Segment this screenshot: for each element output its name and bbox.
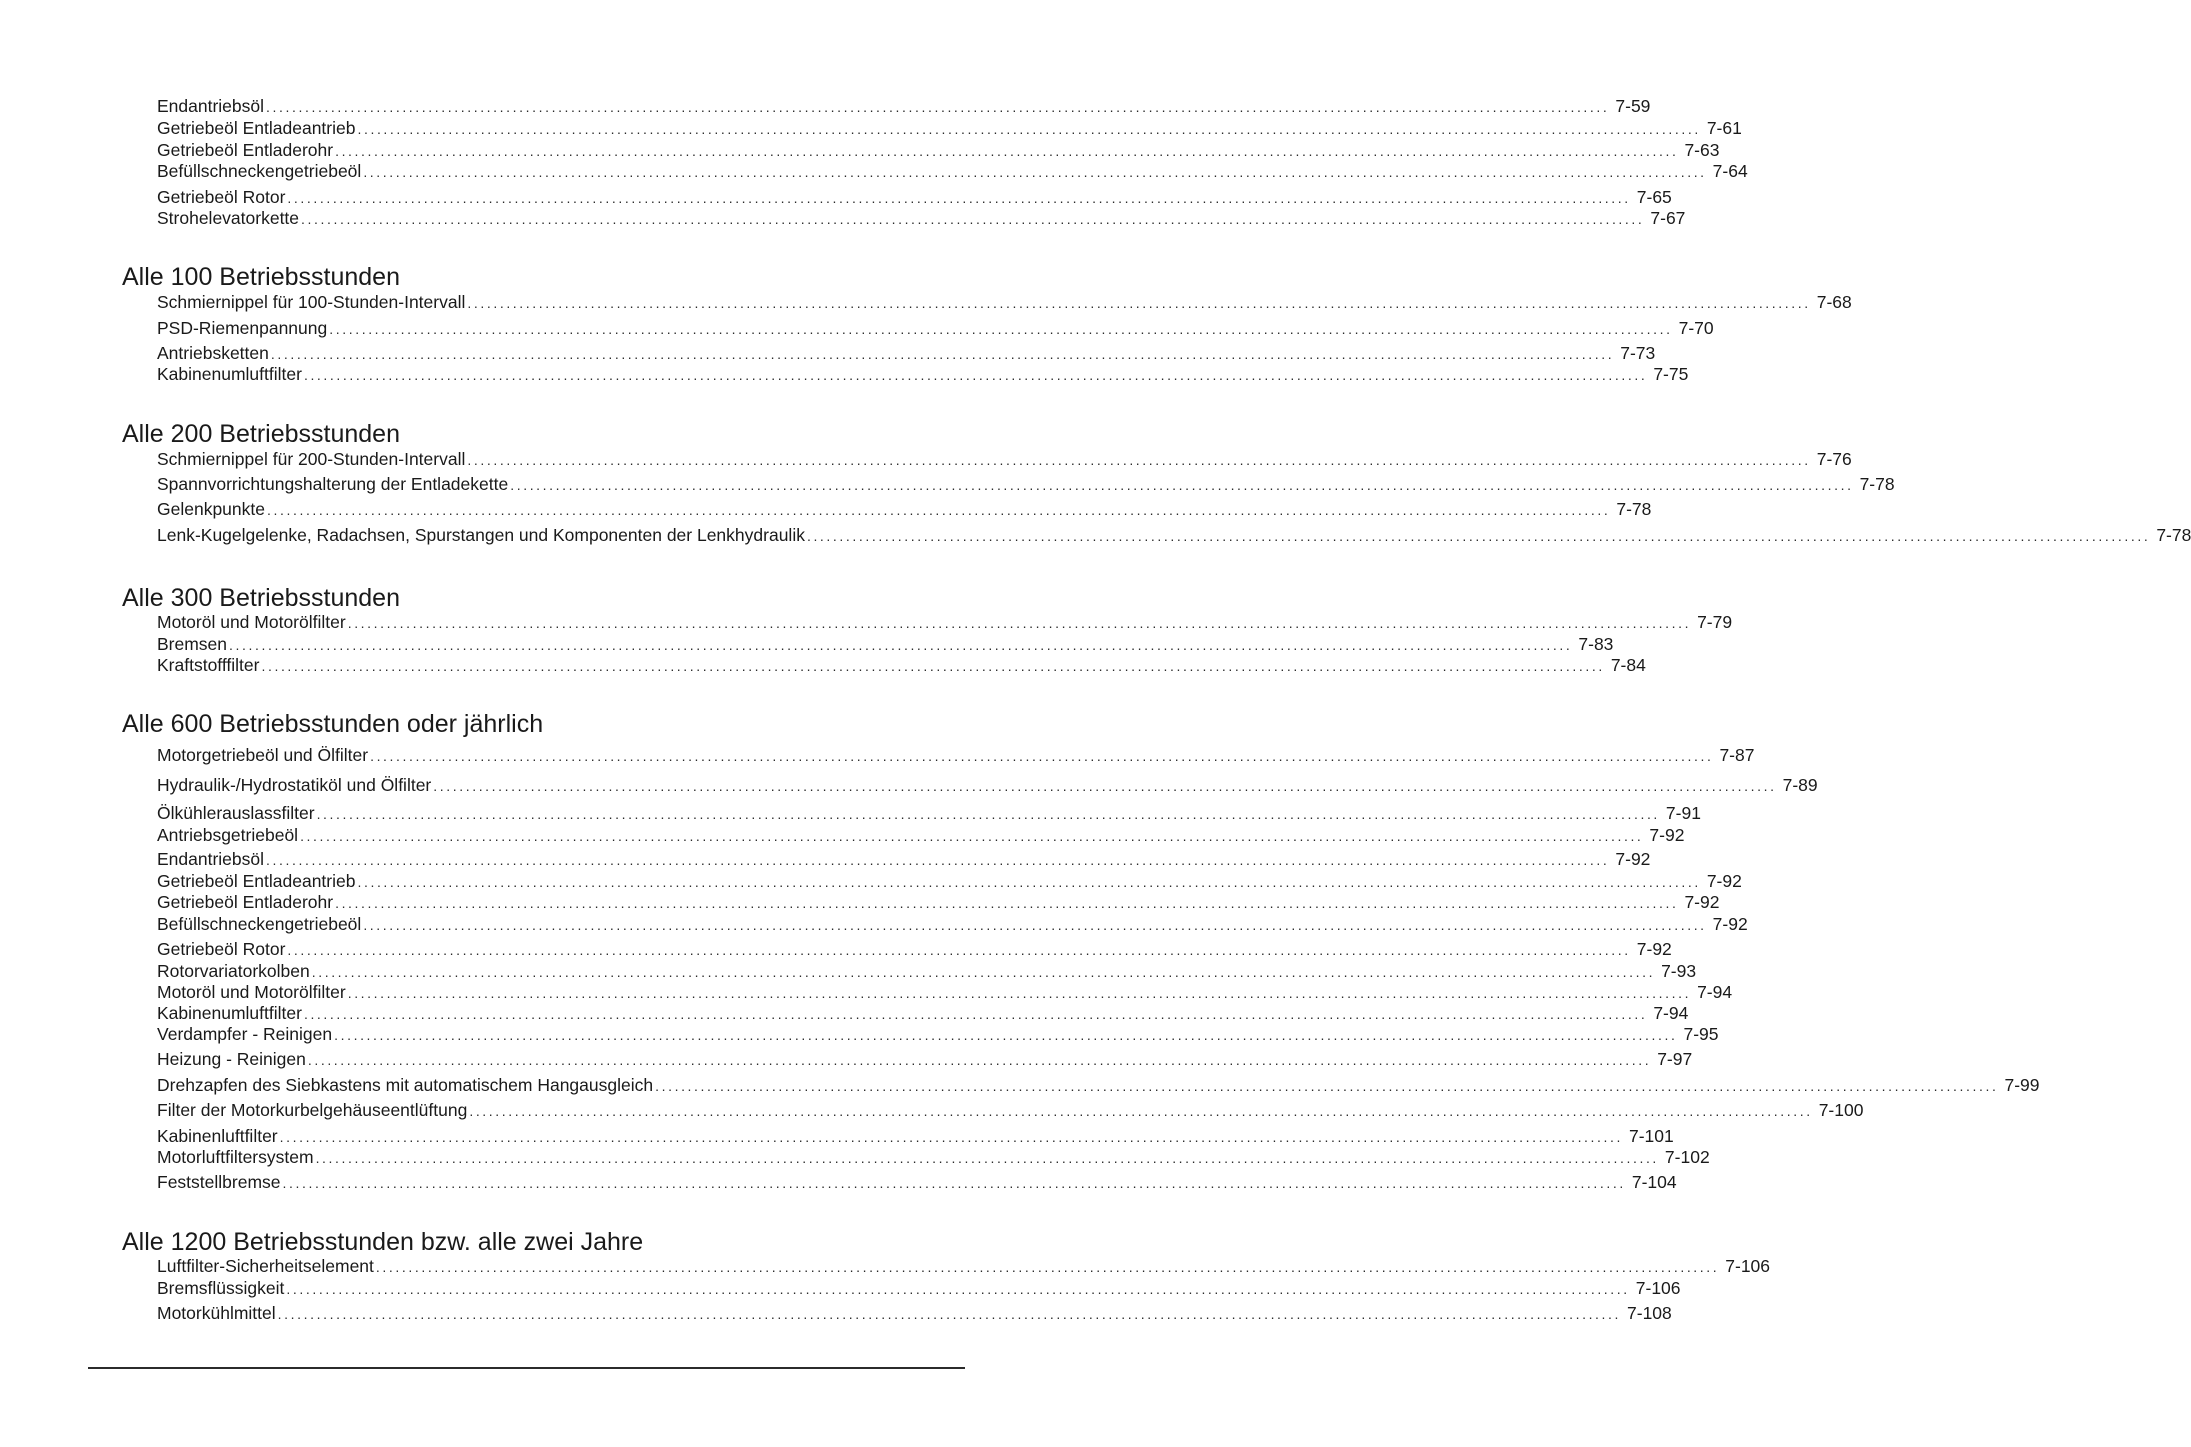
toc-entry-title: Getriebeöl Rotor — [157, 939, 286, 959]
toc-entry-page: 7-106 — [1725, 1256, 1771, 1276]
dot-leader: ............................................................................................................................................................................................................... — [307, 1052, 1652, 1068]
toc-entry[interactable] — [157, 913, 1748, 935]
toc-entry-page: 7-93 — [1661, 961, 1697, 981]
dot-leader: ............................................................................................................................................................................................................... — [311, 964, 1656, 980]
toc-entry-title: Filter der Motorkurbelgehäuseentlüftung — [157, 1100, 468, 1120]
toc-entry-page: 7-70 — [1678, 318, 1714, 338]
toc-entry[interactable] — [157, 291, 1852, 313]
toc-entry-title: Verdampfer - Reinigen — [157, 1024, 333, 1044]
toc-entry-page: 7-100 — [1818, 1100, 1864, 1120]
toc-entry-title: Spannvorrichtungshalterung der Entladekette — [157, 474, 509, 494]
toc-entry-page: 7-63 — [1684, 140, 1720, 160]
dot-leader: ............................................................................................................................................................................................................... — [301, 211, 1645, 227]
dot-leader: ............................................................................................................................................................................................................... — [347, 615, 1692, 631]
toc-entry[interactable] — [157, 1125, 1674, 1147]
toc-entry-title: Motorgetriebeöl und Ölfilter — [157, 745, 369, 765]
dot-leader: ............................................................................................................................................................................................................... — [261, 658, 1605, 674]
dot-leader: ............................................................................................................................................................................................................... — [469, 1103, 1813, 1119]
dot-leader: ............................................................................................................................................................................................................... — [267, 502, 1611, 518]
toc-entry-page: 7-106 — [1635, 1278, 1681, 1298]
toc-entry-page: 7-92 — [1712, 914, 1748, 934]
toc-entry-page: 7-104 — [1631, 1172, 1677, 1192]
toc-entry[interactable] — [157, 342, 1656, 364]
dot-leader: ............................................................................................................................................................................................................... — [287, 190, 1631, 206]
toc-entry-title: Heizung - Reinigen — [157, 1049, 306, 1069]
dot-leader: ............................................................................................................................................................................................................... — [357, 121, 1701, 137]
toc-entry-title: Lenk-Kugelgelenke, Radachsen, Spurstangen und Komponenten der Lenkhydraulik — [157, 525, 805, 545]
toc-entry-title: Befüllschneckengetriebeöl — [157, 914, 362, 934]
toc-entry[interactable] — [157, 524, 2191, 546]
dot-leader: ............................................................................................................................................................................................................... — [467, 295, 1811, 311]
toc-entry[interactable] — [157, 981, 1733, 1003]
toc-entry-title: Motorkühlmittel — [157, 1303, 276, 1323]
toc-entry-page: 7-92 — [1684, 892, 1720, 912]
dot-leader: ............................................................................................................................................................................................................... — [266, 99, 1610, 115]
toc-entry-page: 7-89 — [1782, 775, 1818, 795]
toc-entry-page: 7-102 — [1664, 1147, 1710, 1167]
toc-entry-title: Luftfilter-Sicherheitselement — [157, 1256, 374, 1276]
toc-entry-title: Kraftstofffilter — [157, 655, 260, 675]
toc-entry-page: 7-83 — [1578, 634, 1614, 654]
toc-entry-title: Schmiernippel für 200-Stunden-Intervall — [157, 449, 466, 469]
toc-entry-title: Gelenkpunkte — [157, 499, 265, 519]
toc-entry-title: Befüllschneckengetriebeöl — [157, 161, 362, 181]
section-heading: Alle 1200 Betriebsstunden bzw. alle zwei Jahre — [122, 1228, 644, 1256]
toc-entry[interactable] — [157, 1171, 1677, 1193]
toc-entry-title: PSD-Riemenpannung — [157, 318, 328, 338]
toc-entry-title: Motoröl und Motorölfilter — [157, 612, 346, 632]
toc-entry-title: Endantriebsöl — [157, 96, 265, 116]
section-heading: Alle 200 Betriebsstunden — [122, 420, 400, 448]
toc-entry[interactable] — [157, 824, 1685, 846]
dot-leader: ............................................................................................................................................................................................................... — [300, 828, 1644, 844]
toc-entry[interactable] — [157, 95, 1651, 117]
toc-entry-page: 7-92 — [1649, 825, 1685, 845]
toc-entry[interactable] — [157, 448, 1852, 470]
toc-entry[interactable] — [157, 870, 1742, 892]
toc-entry-title: Bremsen — [157, 634, 228, 654]
toc-entry-title: Ölkühlerauslassfilter — [157, 803, 315, 823]
dot-leader: ............................................................................................................................................................................................................... — [282, 1175, 1626, 1191]
toc-entry[interactable] — [157, 611, 1733, 633]
toc-entry[interactable] — [157, 498, 1652, 520]
dot-leader: ............................................................................................................................................................................................................... — [363, 917, 1707, 933]
toc-entry-page: 7-99 — [2004, 1075, 2040, 1095]
toc-entry[interactable] — [157, 363, 1689, 385]
toc-entry[interactable] — [157, 848, 1651, 870]
toc-entry-page: 7-92 — [1706, 871, 1742, 891]
dot-leader: ............................................................................................................................................................................................................... — [433, 778, 1777, 794]
dot-leader: ............................................................................................................................................................................................................... — [277, 1306, 1622, 1322]
dot-leader: ............................................................................................................................................................................................................... — [334, 1027, 1678, 1043]
dot-leader: ............................................................................................................................................................................................................... — [335, 895, 1679, 911]
toc-entry[interactable] — [157, 1023, 1719, 1045]
toc-entry-page: 7-79 — [1697, 612, 1733, 632]
toc-entry-page: 7-95 — [1683, 1024, 1719, 1044]
toc-entry[interactable] — [157, 1074, 2040, 1096]
toc-entry-page: 7-78 — [2156, 525, 2191, 545]
dot-leader: ............................................................................................................................................................................................................... — [347, 985, 1692, 1001]
toc-entry-page: 7-64 — [1712, 161, 1748, 181]
dot-leader: ............................................................................................................................................................................................................... — [266, 852, 1610, 868]
dot-leader: ............................................................................................................................................................................................................... — [286, 1281, 1630, 1297]
toc-entry[interactable] — [157, 654, 1646, 676]
toc-entry-title: Antriebsgetriebeöl — [157, 825, 299, 845]
toc-entry[interactable] — [157, 1302, 1672, 1324]
toc-entry[interactable] — [157, 938, 1672, 960]
toc-entry-title: Hydraulik-/Hydrostatiköl und Ölfilter — [157, 775, 432, 795]
toc-entry[interactable] — [157, 139, 1720, 161]
dot-leader: ............................................................................................................................................................................................................... — [315, 1150, 1659, 1166]
toc-entry[interactable] — [157, 1099, 1864, 1121]
toc-entry-page: 7-67 — [1650, 208, 1686, 228]
toc-entry[interactable] — [157, 117, 1742, 139]
dot-leader: ............................................................................................................................................................................................................... — [806, 528, 2151, 544]
toc-entry-page: 7-94 — [1653, 1003, 1689, 1023]
dot-leader: ............................................................................................................................................................................................................... — [229, 637, 1573, 653]
toc-entry-page: 7-92 — [1615, 849, 1651, 869]
toc-entry-page: 7-73 — [1620, 343, 1656, 363]
toc-entry[interactable] — [157, 186, 1672, 208]
toc-entry-title: Getriebeöl Entladerohr — [157, 892, 334, 912]
toc-entry-title: Strohelevatorkette — [157, 208, 300, 228]
toc-entry-page: 7-76 — [1816, 449, 1852, 469]
toc-entry-page: 7-91 — [1665, 803, 1701, 823]
toc-entry-title: Bremsflüssigkeit — [157, 1278, 285, 1298]
toc-entry[interactable] — [157, 1048, 1693, 1070]
section-heading: Alle 300 Betriebsstunden — [122, 584, 400, 612]
toc-entry[interactable] — [157, 160, 1748, 182]
section-heading: Alle 600 Betriebsstunden oder jährlich — [122, 710, 544, 738]
dot-leader: ............................................................................................................................................................................................................... — [279, 1129, 1623, 1145]
dot-leader: ............................................................................................................................................................................................................... — [510, 477, 1854, 493]
toc-entry-page: 7-61 — [1706, 118, 1742, 138]
toc-entry-page: 7-68 — [1816, 292, 1852, 312]
toc-entry-title: Getriebeöl Entladeantrieb — [157, 871, 356, 891]
dot-leader: ............................................................................................................................................................................................................... — [316, 806, 1660, 822]
toc-entry-title: Getriebeöl Entladerohr — [157, 140, 334, 160]
toc-entry-page: 7-78 — [1859, 474, 1895, 494]
toc-entry-page: 7-75 — [1653, 364, 1689, 384]
toc-entry[interactable] — [157, 960, 1697, 982]
toc-entry-title: Getriebeöl Entladeantrieb — [157, 118, 356, 138]
toc-entry[interactable] — [157, 473, 1895, 495]
toc-entry[interactable] — [157, 317, 1714, 339]
toc-entry-title: Kabinenumluftfilter — [157, 1003, 302, 1023]
toc-entry[interactable] — [157, 633, 1614, 655]
toc-entry-page: 7-101 — [1629, 1126, 1674, 1146]
dot-leader: ............................................................................................................................................................................................................... — [270, 346, 1615, 362]
toc-entry[interactable] — [157, 1002, 1689, 1024]
bottom-divider — [88, 1367, 965, 1369]
section-heading: Alle 100 Betriebsstunden — [122, 263, 400, 291]
dot-leader: ............................................................................................................................................................................................................... — [287, 942, 1631, 958]
dot-leader: ............................................................................................................................................................................................................... — [655, 1078, 1999, 1094]
dot-leader: ............................................................................................................................................................................................................... — [370, 748, 1714, 764]
toc-entry-page: 7-87 — [1719, 745, 1755, 765]
dot-leader: ............................................................................................................................................................................................................... — [357, 874, 1701, 890]
dot-leader: ............................................................................................................................................................................................................... — [303, 1006, 1648, 1022]
toc-entry-page: 7-78 — [1616, 499, 1652, 519]
toc-entry[interactable] — [157, 1277, 1681, 1299]
toc-entry[interactable] — [157, 1255, 1771, 1277]
dot-leader: ............................................................................................................................................................................................................... — [467, 452, 1811, 468]
toc-entry-title: Antriebsketten — [157, 343, 269, 363]
dot-leader: ............................................................................................................................................................................................................... — [303, 367, 1648, 383]
toc-entry[interactable] — [157, 802, 1701, 824]
toc-entry-page: 7-84 — [1610, 655, 1646, 675]
toc-entry-page: 7-94 — [1697, 982, 1733, 1002]
toc-entry[interactable] — [157, 744, 1755, 766]
toc-entry-title: Endantriebsöl — [157, 849, 265, 869]
toc-entry[interactable] — [157, 1146, 1710, 1168]
toc-entry-title: Rotorvariatorkolben — [157, 961, 310, 981]
toc-entry-page: 7-92 — [1636, 939, 1672, 959]
toc-entry-title: Drehzapfen des Siebkastens mit automatischem Hangausgleich — [157, 1075, 654, 1095]
toc-entry-title: Getriebeöl Rotor — [157, 187, 286, 207]
dot-leader: ............................................................................................................................................................................................................... — [363, 164, 1707, 180]
toc-entry-title: Kabinenluftfilter — [157, 1126, 278, 1146]
toc-entry-title: Kabinenumluftfilter — [157, 364, 302, 384]
toc-entry[interactable] — [157, 774, 1818, 796]
toc-entry[interactable] — [157, 891, 1720, 913]
toc-entry-title: Schmiernippel für 100-Stunden-Intervall — [157, 292, 466, 312]
dot-leader: ............................................................................................................................................................................................................... — [375, 1259, 1720, 1275]
toc-entry[interactable] — [157, 207, 1686, 229]
toc-entry-title: Motorluftfiltersystem — [157, 1147, 314, 1167]
toc-entry-page: 7-65 — [1636, 187, 1672, 207]
dot-leader: ............................................................................................................................................................................................................... — [335, 143, 1679, 159]
toc-entry-title: Motoröl und Motorölfilter — [157, 982, 346, 1002]
toc-entry-page: 7-97 — [1657, 1049, 1693, 1069]
dot-leader: ............................................................................................................................................................................................................... — [329, 321, 1673, 337]
toc-entry-title: Feststellbremse — [157, 1172, 281, 1192]
toc-entry-page: 7-108 — [1627, 1303, 1672, 1323]
toc-entry-page: 7-59 — [1615, 96, 1651, 116]
